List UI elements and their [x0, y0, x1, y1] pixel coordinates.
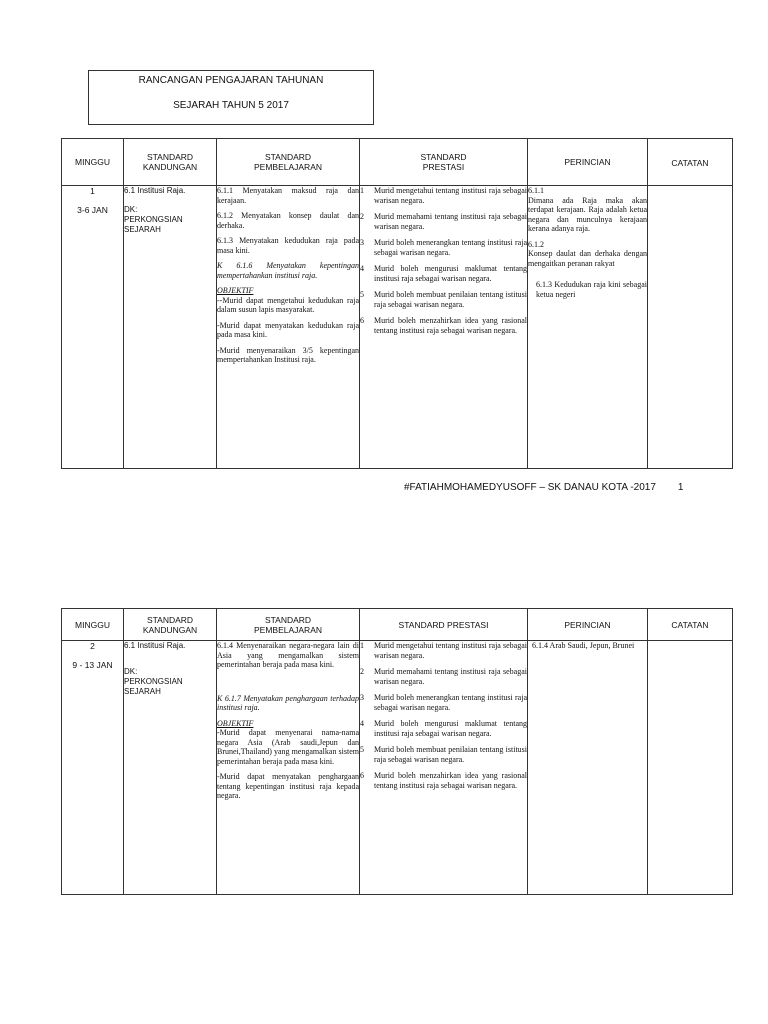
header-label: STANDARD — [420, 152, 467, 162]
week-cell — [62, 641, 124, 895]
standard-kandungan-cell — [124, 186, 217, 469]
page-footer — [404, 482, 683, 493]
prestasi-list — [360, 641, 527, 790]
list-item: 4 Murid boleh mengurusi maklumat tentang institusi raja sebagai warisan negara. — [360, 264, 527, 283]
header-label: STANDARD — [264, 614, 312, 625]
header-catatan: CATATAN — [648, 139, 733, 186]
standard-pembelajaran-cell — [217, 186, 360, 469]
header-label: STANDARD — [264, 152, 312, 162]
prestasi-text: Murid memahami tentang institusi raja sebagai warisan negara. — [374, 212, 527, 231]
header-label: KANDUNGAN — [142, 624, 198, 635]
plan-table-week-2 — [61, 608, 733, 895]
list-item: 1 Murid mengetahui tentang institusi raja sebagai warisan negara. — [360, 186, 527, 205]
sp-k-item: K 6.1.6 Menyatakan kepentingan mempertahankan institusi raja. — [217, 261, 359, 280]
perincian-cell — [528, 186, 648, 469]
standard-prestasi-cell — [360, 186, 528, 469]
prestasi-text: Murid boleh membuat penilaian tentang istitusi raja sebagai warisan negara. — [374, 290, 527, 309]
list-item: 5 Murid boleh membuat penilaian tentang istitusi raja sebagai warisan negara. — [360, 290, 527, 309]
document-title-box — [88, 70, 374, 125]
prestasi-text: Murid boleh mengurusi maklumat tentang institusi raja sebagai warisan negara. — [374, 264, 527, 283]
prestasi-text: Murid boleh menerangkan tentang institusi raja sebagai warisan negara. — [374, 693, 527, 712]
list-item: 2 Murid memahami tentang institusi raja sebagai warisan negara. — [360, 212, 527, 231]
standard-prestasi-cell — [360, 641, 528, 895]
table-header-row — [62, 609, 733, 641]
prestasi-text: Murid memahami tentang institusi raja sebagai warisan negara. — [374, 667, 527, 686]
plan-table-week-1 — [61, 138, 733, 469]
perincian-cell — [528, 641, 648, 895]
objektif-item: -Murid dapat menyenarai nama-nama negara Asia (Arab saudi,Jepun dan Brunei,Thailand) yang mengamalkan sistem pemerintahan beraja pada masa kini. — [217, 728, 359, 766]
header-standard-kandungan — [124, 139, 217, 186]
header-perincian: PERINCIAN — [528, 609, 648, 641]
header-label: STANDARD — [146, 152, 194, 162]
header-standard-pembelajaran — [217, 139, 360, 186]
week-cell — [62, 186, 124, 469]
header-label: PEMBELAJARAN — [253, 162, 323, 172]
header-label: PRESTASI — [422, 162, 465, 172]
prestasi-text: Murid boleh menzahirkan idea yang rasional tentang institusi raja sebagai warisan negara. — [374, 771, 527, 790]
objektif-item: -Murid dapat menyatakan penghargaan tentang kepentingan institusi raja kepada negara. — [217, 772, 359, 800]
sk-dk-text: SEJARAH — [124, 225, 161, 234]
sk-dk-text: PERKONGSIAN — [124, 677, 183, 686]
sp-item: 6.1.3 Menyatakan kedudukan raja pada masa kini. — [217, 236, 359, 255]
sk-topic: 6.1 Institusi Raja. — [124, 641, 186, 650]
header-label: STANDARD — [146, 614, 194, 625]
header-label: PEMBELAJARAN — [253, 624, 323, 635]
sp-k-item: K 6.1.7 Menyatakan penghargaan terhadap institusi raja. — [217, 693, 359, 712]
list-item: 6 Murid boleh menzahirkan idea yang rasional tentang institusi raja sebagai warisan negara. — [360, 771, 527, 790]
table-row — [62, 641, 733, 895]
sk-topic: 6.1 Institusi Raja. — [124, 186, 186, 195]
table-header-row — [62, 139, 733, 186]
week-number: 2 — [90, 641, 95, 651]
document-subtitle: SEJARAH TAHUN 5 2017 — [173, 100, 289, 111]
header-standard-prestasi: STANDARD PRESTASI — [360, 609, 528, 641]
prestasi-text: Murid mengetahui tentang institusi raja sebagai warisan negara. — [374, 186, 527, 205]
perincian-text: 6.1.4 Arab Saudi, Jepun, Brunei — [532, 641, 635, 650]
week-number: 1 — [90, 186, 95, 196]
prestasi-list — [360, 186, 527, 335]
header-label: KANDUNGAN — [142, 162, 198, 172]
sp-item: 6.1.1 Menyatakan maksud raja dan kerajaan. — [217, 186, 359, 205]
prestasi-text: Murid boleh mengurusi maklumat tentang institusi raja sebagai warisan negara. — [374, 719, 527, 738]
prestasi-text: Murid boleh menzahirkan idea yang rasional tentang institusi raja sebagai warisan negara. — [374, 316, 527, 335]
prestasi-text: Murid mengetahui tentang institusi raja sebagai warisan negara. — [374, 641, 527, 660]
header-standard-pembelajaran — [217, 609, 360, 641]
list-item: 6 Murid boleh menzahirkan idea yang rasional tentang institusi raja sebagai warisan negara. — [360, 316, 527, 335]
list-item: 5 Murid boleh membuat penilaian tentang istitusi raja sebagai warisan negara. — [360, 745, 527, 764]
header-standard-prestasi — [360, 139, 528, 186]
header-minggu: MINGGU — [62, 139, 124, 186]
catatan-cell — [648, 641, 733, 895]
list-item: 2 Murid memahami tentang institusi raja sebagai warisan negara. — [360, 667, 527, 686]
perincian-code: 6.1.1 — [528, 186, 544, 195]
sk-dk-label: DK: — [124, 205, 138, 214]
sk-dk-text: PERKONGSIAN — [124, 215, 183, 224]
week-dates: 9 - 13 JAN — [72, 660, 113, 670]
header-perincian: PERINCIAN — [528, 139, 648, 186]
list-item: 1 Murid mengetahui tentang institusi raja sebagai warisan negara. — [360, 641, 527, 660]
objektif-heading: OBJEKTIF — [217, 718, 254, 728]
header-standard-kandungan — [124, 609, 217, 641]
perincian-text: Dimana ada Raja maka akan terdapat kerajaan. Raja adalah ketua negara dan munculnya kerajaan kerana adanya raja. — [528, 195, 647, 233]
prestasi-text: Murid boleh menerangkan tentang institusi raja sebagai warisan negara. — [374, 238, 527, 257]
perincian-text: Konsep daulat dan derhaka dengan mengaitkan peranan rakyat — [528, 249, 647, 268]
footer-text: #FATIAHMOHAMEDYUSOFF – SK DANAU KOTA -2017 — [404, 482, 656, 493]
page-number: 1 — [677, 482, 684, 493]
sk-dk-label: DK: — [124, 667, 138, 676]
catatan-cell — [648, 186, 733, 469]
sk-dk-text: SEJARAH — [124, 687, 161, 696]
list-item: 3 Murid boleh menerangkan tentang institusi raja sebagai warisan negara. — [360, 238, 527, 257]
document-title: RANCANGAN PENGAJARAN TAHUNAN — [138, 75, 324, 86]
header-catatan: CATATAN — [648, 609, 733, 641]
objektif-item: -Murid menyenaraikan 3/5 kepentingan mempertahankan Institusi raja. — [217, 345, 359, 364]
list-item: 4 Murid boleh mengurusi maklumat tentang institusi raja sebagai warisan negara. — [360, 719, 527, 738]
list-item: 3 Murid boleh menerangkan tentang institusi raja sebagai warisan negara. — [360, 693, 527, 712]
objektif-heading: OBJEKTIF — [217, 286, 254, 295]
perincian-text: 6.1.3 Kedudukan raja kini sebagai ketua negeri — [536, 280, 647, 299]
week-dates: 3-6 JAN — [77, 205, 108, 215]
sp-item: 6.1.4 Menyenaraikan negara-negara lain di Asia yang mengamalkan sistem pemerintahan beraja pada masa kini. — [217, 641, 359, 669]
prestasi-text: Murid boleh membuat penilaian tentang istitusi raja sebagai warisan negara. — [374, 745, 527, 764]
standard-kandungan-cell — [124, 641, 217, 895]
sp-item: 6.1.2 Menyatakan konsep daulat dan derhaka. — [217, 211, 359, 230]
table-row — [62, 186, 733, 469]
objektif-item: --Murid dapat mengetahui kedudukan raja dalam susun lapis masyarakat. — [217, 295, 359, 314]
header-minggu: MINGGU — [62, 609, 124, 641]
standard-pembelajaran-cell — [217, 641, 360, 895]
perincian-code: 6.1.2 — [528, 239, 544, 249]
objektif-item: -Murid dapat menyatakan kedudukan raja pada masa kini. — [217, 320, 359, 339]
